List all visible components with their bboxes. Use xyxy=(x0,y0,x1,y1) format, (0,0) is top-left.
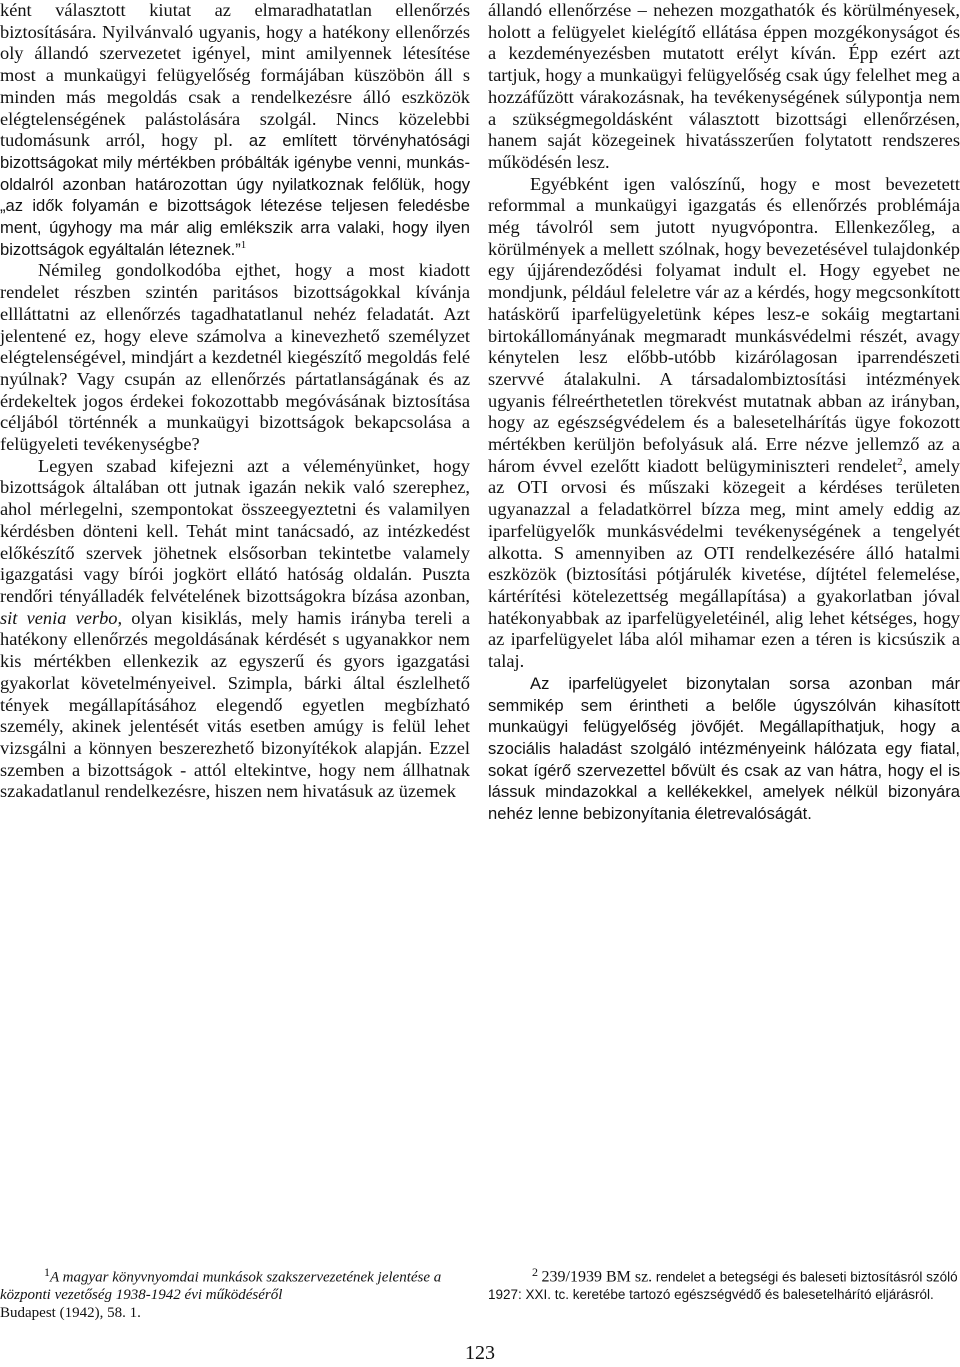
footnote-1 xyxy=(0,1264,470,1322)
footnote-text: Budapest (1942), 58. 1. xyxy=(0,1304,141,1321)
footnote-ref: 2 xyxy=(897,455,903,468)
paragraph: Az iparfelügyelet bizonytalan sorsa azonban már semmikép sem érintheti a belőle úgyszólván kihasított munkaügyi felügyelőség jövőjét. Megállapíthatjuk, hogy a szociális haladást szolgáló intézményeink hálózata egy fiatal, sokat ígérő szervezettel bővült és csak az van hátra, hogy el is lássuk mindazokkal a kellékekkel, amelyek nélkül bizonyára nehéz lenne bebizonyítania életrevalóságát. xyxy=(488,673,960,824)
paragraph xyxy=(0,0,470,260)
paragraph-text: olyan kisiklás, mely hamis irányba tereli a hatékony ellenőrzés megoldásának kérdését s ugyanakkor nem kis mértékben ellenkezik az egyszerű és gyors igazgatási gyakorlat követelményeivel. Szimpla, bárki által észlelhető tények megállapításához elegendő egyetlen megbízható személy, akinek jelentését vitás esetben amúgy is felül lehet vizsgálni a könnyen beszerezhető bizonyítékok alapján. Ezzel szemben a bizottságok - attól eltekintve, hogy nem állhatnak szakadatlanul rendelkezésre, hiszen nem hivatásuk az üzemek xyxy=(0,607,470,802)
paragraph-text: Egyébként igen valószínű, hogy e most bevezetett reformmal a munkaügyi igazgatás és ellenőrzés problémája még távolról sem jutott nyugvópontra. Ellenkezőleg, a körülmények a mellett szólnak, hogy bevezetésével tulajdonkép egy újjárendeződési folyamat indult el. Hogy egyebet ne mondjunk, például feleletre vár az a kérdés, hogy megcsonkított hatáskörű iparfelügyeletünk képes lesz-e sokáig megtartani birtokállományának megmaradt munkásvédelmi részét, avagy kénytelen lesz előbb-utóbb kizárólagosan iparrendészeti szervvé átalakulni. A társadalombiztosítási intézmények ugyanis félreérthetetlen törekvést mutatnak abban az irányban, hogy az egészségvédelem és a balesetelhárítás ügye fokozott mértékben kerüljön befolyásuk alá. Erre nézve jellemző az a három évvel ezelőtt kiadott belügyminiszteri rendelet xyxy=(488,173,960,476)
footnote-number: 1 xyxy=(44,1265,50,1279)
paragraph-text: az említett törvényhatósági bizottságokat mily mértékben próbálták igénybe venni, munkásoldalról azonban határozottan úgy nyilatkoznak felőlük, hogy „az idők folyamán e bizottságok létezése teljesen feledésbe ment, úgyhogy ma már alig emlékszik arra valaki, hogy ilyen bizottságok egyáltalán léteznek.” xyxy=(0,131,470,259)
footnote-number: 2 xyxy=(532,1265,538,1279)
footnote-italic-text: A magyar könyvnyomdai munkások szakszervezetének jelentése a központi vezetőség 1938-1942 évi működéséről xyxy=(0,1269,442,1304)
left-column xyxy=(0,0,470,803)
paragraph xyxy=(0,456,470,803)
paragraph: Némileg gondolkodóba ejthet, hogy a most kiadott rendelet részben szintén paritásos bizottságokkal kívánja ellláttatni az ellenőrzés tagadhatatlanul nehéz feladatát. Azt jelentené ez, hogy eleve számolva a kinevezhető személyzet elégtelenségével, mindjárt a kezdetnél kiegészítő megoldás felé nyúlnak? Vagy csupán az ellenőrzés pártatlanságának és az érdekeltek jogos érdekei fokozottabb megóvásának biztosítása céljából történnék a munkaügyi bizottságok bekapcsolása a felügyeleti tevékenységbe? xyxy=(0,260,470,455)
paragraph: állandó ellenőrzése – nehezen mozgathatók és körülményesek, holott a felügyelet kielégítő ellátása éppen mozgékonyságot és a kezdeményezésben mutatott erélyt kíván. Épp ezért azt tartjuk, hogy a munkaügyi felügyelőség csak úgy felelhet meg a hozzáfűzött várakozásnak, ha tevékenységének súlypontja nem a szükségmegoldásként választott bizottsági ellenőrzésen, hanem saját közegeinek hivatásszerűen folytatott rendszeres működésén lesz. xyxy=(488,0,960,172)
paragraph-text: Legyen szabad kifejezni azt a véleményünket, hogy bizottságok általában ott jutnak igazán nekik való szerephez, ahol mérlegelni, szempontokat összeegyeztetni és valamilyen kérdésben dönteni kell. Tehát mint tanácsadó, az intézkedést előkészítő szervek jöhetnek elsősorban tekintetbe valamely igazgatási vagy bírói jogkört ellátó hatóság oldalán. Puszta rendőri tényálladék felvételének bizottságokra bízása azonban, xyxy=(0,455,470,606)
paragraph-text: , amely az OTI orvosi és műszaki közegeit a kérdéses területen ugyanazzal a feladatkörrel bízza meg, mint amely eddig az iparfelügyelők munkásvédelmi tevékenységének a tengelyét alkotta. S amennyiben az OTI rendelkezésére álló hatalmi eszközök (biztosítási pótjárulék kivetése, díjtétel felemelése, kártérítési kötelezettség megállapítása) a gyakorlatban jóval hatékonyabbak az iparfelügyeletéinél, alig lehet kétséges, hogy az iparfelügyelet lába alól mihamar ezen a téren is kicsúszik a talaj. xyxy=(488,455,960,672)
italic-phrase: sit venia verbo, xyxy=(0,607,123,628)
footnote-ref: 1 xyxy=(240,238,247,251)
footnote-text: 239/1939 BM sz. xyxy=(541,1268,653,1286)
right-column xyxy=(488,0,960,825)
footnote-2 xyxy=(488,1264,958,1305)
page-number: 123 xyxy=(465,1342,495,1364)
footnote-text: rendelet a betegségi és baleseti biztosításról szóló 1927: XXI. tc. keretébe tartozó egészségvédő és balesetelhárító eljárásról. xyxy=(488,1269,958,1303)
paragraph xyxy=(488,174,960,673)
paragraph-text: ként választott kiutat az elmaradhatatlan ellenőrzés biztosítására. Nyilvánvaló ugyanis, hogy a hatékony ellenőrzés oly állandó szervezetet igényel, mint amilyennek létesítése most a munkaügyi felügyelőség formájában küszöbön áll s minden más megoldás csak a rendelkezésre álló eszközök elégtelenségének palástolására szolgál. Nincs közelebbi tudomásunk arról, hogy pl. xyxy=(0,0,470,151)
